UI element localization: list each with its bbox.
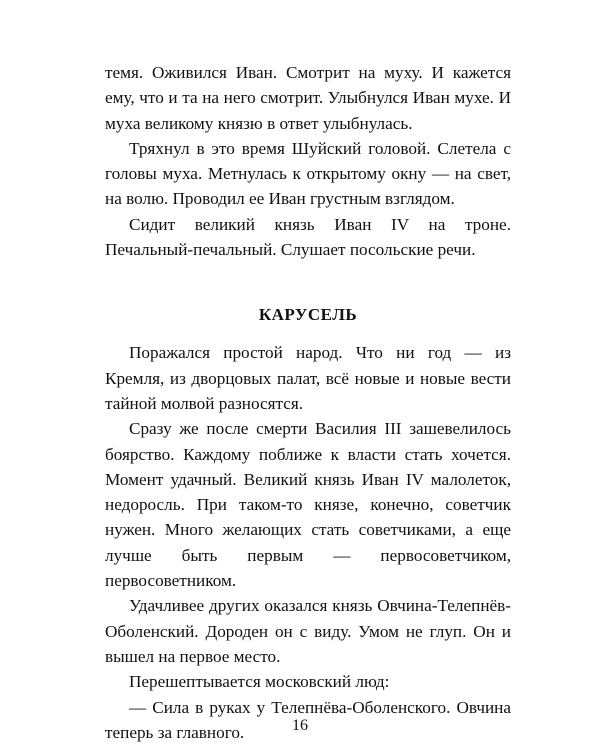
paragraph: Удачливее других оказался князь Овчина-Телепнёв-Оболенский. Дороден он с виду. Умом не глуп. Он и вышел на первое место.: [105, 596, 511, 666]
text-block-chapter: [105, 340, 511, 745]
paragraph: Тряхнул в это время Шуйский головой. Слетела с головы муха. Метнулась к открытому окну — на свет, на волю. Проводил ее Иван грустным взглядом.: [105, 138, 511, 209]
paragraph: Перешептывается московский люд:: [129, 672, 390, 692]
text-block-continuation: [105, 60, 511, 262]
section-spacer: [105, 327, 511, 340]
paragraph: — Сила в руках у Телепнёва-Оболенского. Овчина теперь за главного.: [105, 697, 511, 742]
chapter-title: КАРУСЕЛЬ: [258, 305, 358, 325]
section-spacer: [105, 262, 511, 302]
paragraph: Поражался простой народ. Что ни год — из Кремля, из дворцовых палат, всё новые и новые вести тайной молвой разносятся.: [105, 343, 511, 413]
paragraph: темя. Оживился Иван. Смотрит на муху. И кажется ему, что и та на него смотрит. Улыбнулся Иван мухе. И муха великому князю в ответ улыбнулась.: [105, 63, 511, 133]
paragraph: Сидит великий князь Иван IV на троне. Печальный-печальный. Слушает посольские речи.: [105, 214, 511, 260]
paragraph: Сразу же после смерти Василия III зашевелилось боярство. Каждому поближе к власти стать хочется. Момент удачный. Великий князь Иван IV малолеток, недоросль. При таком-то князе, конечно, советчик нужен. Много желающих стать советчиками, а еще лучше быть первым — первосоветчиком, первосоветником.: [105, 419, 511, 591]
page-content: [105, 60, 511, 745]
page-number: 16: [292, 717, 308, 734]
